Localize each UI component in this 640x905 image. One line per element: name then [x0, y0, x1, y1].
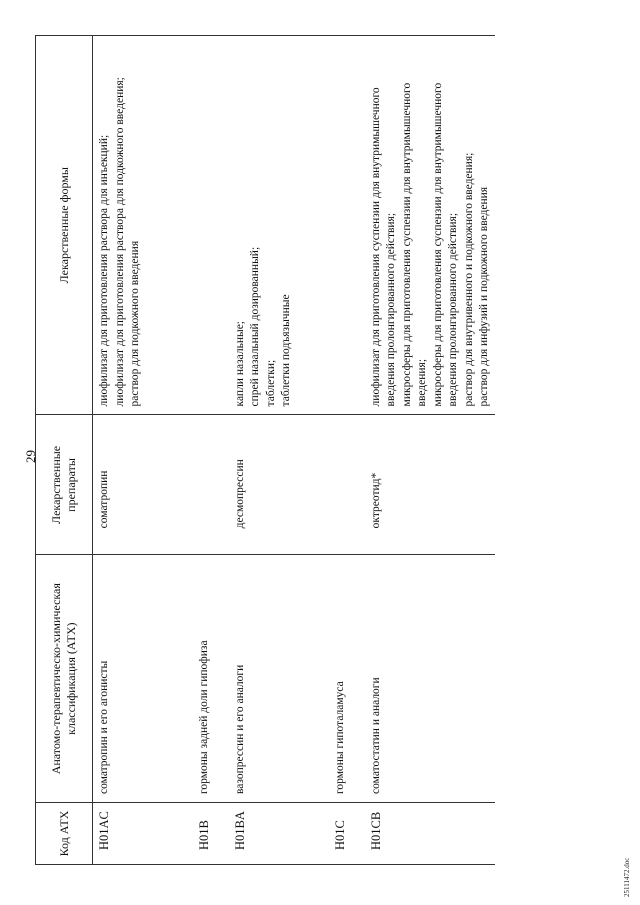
dosage-form: спрей назальный дозированный; — [249, 246, 261, 407]
dosage-form: лиофилизат для приготовления суспензии для внутримышечного введения пролонгированного действия; — [369, 87, 397, 407]
drug-name — [193, 415, 229, 555]
table-row — [93, 36, 193, 865]
header-drugs: Лекарственные препараты — [36, 415, 93, 555]
dosage-forms — [193, 36, 229, 415]
drug-name — [329, 415, 365, 555]
table-row — [193, 36, 229, 865]
atx-table — [35, 35, 495, 865]
atx-classification: соматропин и его агонисты — [93, 555, 193, 803]
dosage-form: раствор для подкожного введения — [129, 240, 141, 407]
atx-code: H01BA — [229, 803, 329, 865]
dosage-forms — [329, 36, 365, 415]
atx-classification: соматостатин и аналоги — [365, 555, 495, 803]
drug-name: десмопрессин — [229, 415, 329, 555]
dosage-form: капли назальные; — [233, 320, 246, 407]
atx-classification: гормоны задней доли гипофиза — [193, 555, 229, 803]
drug-name: соматропин — [93, 415, 193, 555]
atx-classification: вазопрессин и его аналоги — [229, 555, 329, 803]
header-code: Код АТХ — [36, 803, 93, 865]
atx-code: H01C — [329, 803, 365, 865]
table-row — [329, 36, 365, 865]
dosage-forms — [229, 36, 329, 415]
atx-code: H01B — [193, 803, 229, 865]
atx-code: H01CB — [365, 803, 495, 865]
dosage-form: таблетки; — [264, 359, 277, 407]
atx-classification: гормоны гипоталамуса — [329, 555, 365, 803]
dosage-form: раствор для инфузий и подкожного введения — [478, 186, 490, 407]
table-row — [365, 36, 495, 865]
drug-name: октреотид* — [365, 415, 495, 555]
dosage-forms — [365, 36, 495, 415]
dosage-form: лиофилизат для приготовления раствора для подкожного введения; — [113, 77, 126, 407]
dosage-forms — [93, 36, 193, 415]
table-header-row — [36, 36, 93, 865]
dosage-form: лиофилизат для приготовления раствора для инъекций; — [98, 134, 110, 407]
file-name: 25111472.doc — [623, 857, 631, 897]
page-number: 29 — [23, 450, 38, 463]
dosage-form: раствор для внутривенного и подкожного введения; — [462, 152, 475, 407]
header-forms: Лекарственные формы — [36, 36, 93, 415]
dosage-form: микросферы для приготовления суспензии для внутримышечного введения пролонгированного действия; — [431, 82, 459, 407]
dosage-form: таблетки подъязычные — [280, 294, 292, 407]
header-classification: Анатомо-терапевтическо-химическая классификация (АТХ) — [36, 555, 93, 803]
atx-code: H01AC — [93, 803, 193, 865]
dosage-form: микросферы для приготовления суспензии для внутримышечного введения; — [400, 82, 428, 407]
table-row — [229, 36, 329, 865]
